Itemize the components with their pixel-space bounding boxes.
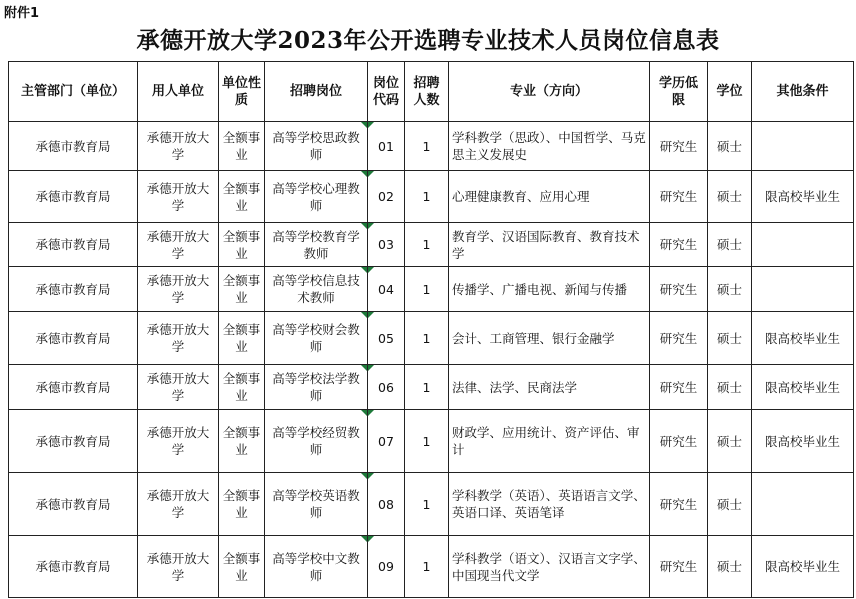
cell-other: 限高校毕业生	[752, 365, 854, 410]
cell-count: 1	[405, 312, 449, 365]
cell-nature: 全额事业	[219, 267, 265, 312]
cell-dept: 承德市教育局	[9, 122, 138, 171]
header-edu: 学历低限	[650, 62, 708, 122]
cell-employer: 承德开放大学	[138, 223, 219, 267]
table-row	[9, 536, 854, 598]
cell-degree: 硕士	[708, 365, 752, 410]
cell-other: 限高校毕业生	[752, 312, 854, 365]
header-count: 招聘人数	[405, 62, 449, 122]
cell-other	[752, 122, 854, 171]
cell-nature: 全额事业	[219, 122, 265, 171]
cell-major: 传播学、广播电视、新闻与传播	[449, 267, 650, 312]
cell-post: 高等学校经贸教师	[265, 410, 368, 473]
cell-employer: 承德开放大学	[138, 536, 219, 598]
cell-other: 限高校毕业生	[752, 410, 854, 473]
cell-edu: 研究生	[650, 171, 708, 223]
position-table	[8, 61, 854, 598]
cell-major: 学科教学（思政）、中国哲学、马克思主义发展史	[449, 122, 650, 171]
cell-major: 法律、法学、民商法学	[449, 365, 650, 410]
cell-count: 1	[405, 473, 449, 536]
header-nature: 单位性质	[219, 62, 265, 122]
cell-nature: 全额事业	[219, 410, 265, 473]
cell-post: 高等学校法学教师	[265, 365, 368, 410]
page-title: 承德开放大学2023年公开选聘专业技术人员岗位信息表	[136, 27, 720, 54]
cell-count: 1	[405, 267, 449, 312]
table-row	[9, 312, 854, 365]
cell-degree: 硕士	[708, 410, 752, 473]
cell-nature: 全额事业	[219, 223, 265, 267]
cell-employer: 承德开放大学	[138, 171, 219, 223]
cell-code: 01	[368, 122, 405, 171]
header-code: 岗位代码	[368, 62, 405, 122]
cell-code: 07	[368, 410, 405, 473]
cell-degree: 硕士	[708, 267, 752, 312]
cell-edu: 研究生	[650, 312, 708, 365]
cell-employer: 承德开放大学	[138, 122, 219, 171]
table-row	[9, 365, 854, 410]
cell-nature: 全额事业	[219, 312, 265, 365]
cell-count: 1	[405, 536, 449, 598]
table-row	[9, 267, 854, 312]
cell-degree: 硕士	[708, 473, 752, 536]
cell-degree: 硕士	[708, 171, 752, 223]
cell-dept: 承德市教育局	[9, 365, 138, 410]
attachment-label: 附件1	[4, 6, 40, 21]
cell-post: 高等学校财会教师	[265, 312, 368, 365]
cell-employer: 承德开放大学	[138, 473, 219, 536]
cell-dept: 承德市教育局	[9, 410, 138, 473]
cell-post: 高等学校英语教师	[265, 473, 368, 536]
cell-post: 高等学校信息技术教师	[265, 267, 368, 312]
cell-major: 学科教学（英语）、英语语言文学、英语口译、英语笔译	[449, 473, 650, 536]
cell-nature: 全额事业	[219, 536, 265, 598]
cell-major: 教育学、汉语国际教育、教育技术学	[449, 223, 650, 267]
header-row	[9, 62, 854, 122]
header-employer: 用人单位	[138, 62, 219, 122]
table-row	[9, 223, 854, 267]
cell-major: 财政学、应用统计、资产评估、审计	[449, 410, 650, 473]
header-other: 其他条件	[752, 62, 854, 122]
cell-edu: 研究生	[650, 410, 708, 473]
cell-degree: 硕士	[708, 223, 752, 267]
header-major: 专业（方向）	[449, 62, 650, 122]
table-row	[9, 122, 854, 171]
cell-nature: 全额事业	[219, 171, 265, 223]
cell-code: 04	[368, 267, 405, 312]
cell-nature: 全额事业	[219, 473, 265, 536]
cell-post: 高等学校中文教师	[265, 536, 368, 598]
header-dept: 主管部门（单位）	[9, 62, 138, 122]
cell-major: 心理健康教育、应用心理	[449, 171, 650, 223]
cell-code: 09	[368, 536, 405, 598]
cell-major: 会计、工商管理、银行金融学	[449, 312, 650, 365]
cell-post: 高等学校心理教师	[265, 171, 368, 223]
cell-code: 02	[368, 171, 405, 223]
cell-code: 06	[368, 365, 405, 410]
cell-employer: 承德开放大学	[138, 267, 219, 312]
cell-post: 高等学校思政教师	[265, 122, 368, 171]
header-post: 招聘岗位	[265, 62, 368, 122]
cell-degree: 硕士	[708, 312, 752, 365]
cell-nature: 全额事业	[219, 365, 265, 410]
cell-other: 限高校毕业生	[752, 171, 854, 223]
cell-code: 05	[368, 312, 405, 365]
cell-post: 高等学校教育学教师	[265, 223, 368, 267]
header-degree: 学位	[708, 62, 752, 122]
cell-code: 03	[368, 223, 405, 267]
cell-edu: 研究生	[650, 536, 708, 598]
cell-edu: 研究生	[650, 267, 708, 312]
cell-code: 08	[368, 473, 405, 536]
cell-count: 1	[405, 171, 449, 223]
cell-count: 1	[405, 410, 449, 473]
cell-dept: 承德市教育局	[9, 536, 138, 598]
cell-other	[752, 223, 854, 267]
cell-employer: 承德开放大学	[138, 365, 219, 410]
cell-degree: 硕士	[708, 122, 752, 171]
cell-degree: 硕士	[708, 536, 752, 598]
cell-edu: 研究生	[650, 223, 708, 267]
table-row	[9, 410, 854, 473]
cell-count: 1	[405, 223, 449, 267]
cell-count: 1	[405, 365, 449, 410]
cell-dept: 承德市教育局	[9, 267, 138, 312]
cell-dept: 承德市教育局	[9, 473, 138, 536]
cell-other: 限高校毕业生	[752, 536, 854, 598]
cell-count: 1	[405, 122, 449, 171]
cell-edu: 研究生	[650, 365, 708, 410]
cell-employer: 承德开放大学	[138, 312, 219, 365]
table-row	[9, 171, 854, 223]
cell-dept: 承德市教育局	[9, 171, 138, 223]
cell-major: 学科教学（语文）、汉语言文字学、中国现当代文学	[449, 536, 650, 598]
cell-other	[752, 473, 854, 536]
cell-dept: 承德市教育局	[9, 312, 138, 365]
cell-employer: 承德开放大学	[138, 410, 219, 473]
cell-dept: 承德市教育局	[9, 223, 138, 267]
cell-edu: 研究生	[650, 473, 708, 536]
cell-edu: 研究生	[650, 122, 708, 171]
table-row	[9, 473, 854, 536]
cell-other	[752, 267, 854, 312]
